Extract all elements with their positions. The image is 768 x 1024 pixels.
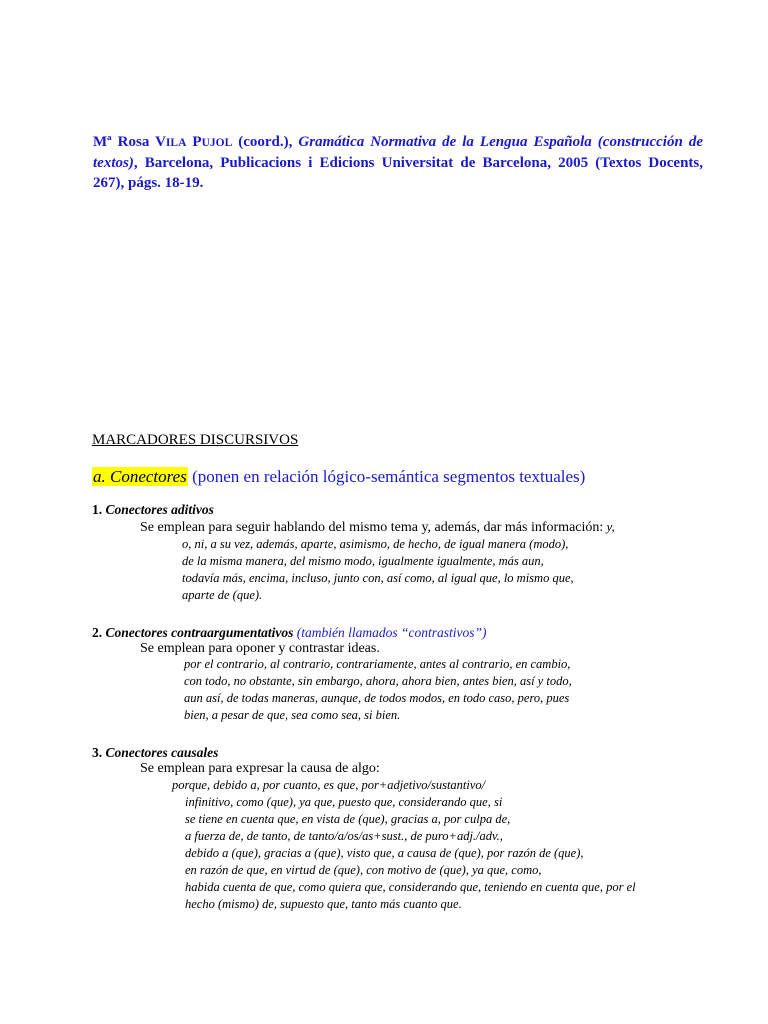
list-line: hecho (mismo) de, supuesto que, tanto más cuanto que.	[185, 897, 462, 911]
section-2-list	[184, 656, 572, 724]
list-line: infinitivo, como (que), ya que, puesto que, considerando que, si	[185, 795, 503, 809]
bibliographic-citation	[93, 132, 703, 193]
section-name: Conectores contraargumentativos	[105, 625, 294, 640]
citation-surname-v: V	[155, 134, 166, 150]
section-name: Conectores causales	[105, 745, 219, 760]
list-line: de la misma manera, del mismo modo, igualmente igualmente, más aun,	[182, 554, 544, 568]
list-line: bien, a pesar de que, sea como sea, si bien.	[184, 708, 401, 722]
section-3-title	[92, 745, 218, 761]
section-3-intro	[140, 761, 380, 777]
section-2-title	[92, 625, 487, 641]
conectores-heading	[92, 467, 585, 487]
section-1-intro	[140, 519, 615, 536]
section-intro-text: Se emplean para oponer y contrastar ideas.	[140, 641, 380, 656]
citation-surname-ujol: UJOL	[201, 137, 233, 149]
citation-book-title: Gramática Normativa de la Lengua Española (construcción de textos)	[93, 134, 703, 171]
conectores-label: a. Conectores	[93, 467, 187, 486]
list-line: aparte de (que).	[182, 588, 263, 602]
list-line: debido a (que), gracias a (que), visto que, a causa de (que), por razón de (que),	[185, 846, 584, 860]
list-line: en razón de que, en virtud de (que), con motivo de (que), ya que, como,	[185, 863, 542, 877]
citation-coord: (coord.),	[232, 134, 299, 150]
section-number: 3.	[92, 745, 103, 760]
list-line: aun así, de todas maneras, aunque, de todos modos, en todo caso, pero, pues	[184, 691, 570, 705]
conectores-description: (ponen en relación lógico-semántica segmentos textuales)	[187, 467, 586, 486]
section-intro-text: Se emplean para seguir hablando del mismo tema y, además, dar más información:	[140, 520, 604, 535]
section-number: 1.	[92, 502, 103, 517]
section-number: 2.	[92, 625, 103, 640]
list-line: a fuerza de, de tanto, de tanto/a/os/as+sust., de puro+adj./adv.,	[185, 829, 503, 843]
section-3-list	[172, 777, 636, 913]
citation-surname-p: P	[186, 134, 202, 150]
section-1-list	[182, 536, 574, 604]
section-heading: MARCADORES DISCURSIVOS	[92, 432, 299, 448]
list-line: se tiene en cuenta que, en vista de (que), gracias a, por culpa de,	[185, 812, 511, 826]
citation-publication-info: , Barcelona, Publicacions i Edicions Universitat de Barcelona, 2005 (Textos Docents, 267), págs. 18-19.	[93, 155, 703, 191]
section-intro-text: Se emplean para expresar la causa de algo:	[140, 761, 380, 776]
section-extra: (también llamados “contrastivos”)	[293, 625, 487, 640]
list-line: por el contrario, al contrario, contrariamente, antes al contrario, en cambio,	[184, 657, 571, 671]
section-intro-tail: y,	[603, 519, 615, 534]
list-line: con todo, no obstante, sin embargo, ahora, ahora bien, antes bien, así y todo,	[184, 674, 572, 688]
section-1-title	[92, 502, 214, 518]
list-line: o, ni, a su vez, además, aparte, asimismo, de hecho, de igual manera (modo),	[182, 537, 569, 551]
list-line: todavía más, encima, incluso, junto con, así como, al igual que, lo mismo que,	[182, 571, 574, 585]
section-2-intro	[140, 641, 380, 657]
citation-surname-ila: ILA	[165, 137, 187, 149]
section-name: Conectores aditivos	[105, 502, 214, 517]
list-line: habida cuenta de que, como quiera que, considerando que, teniendo en cuenta que, por el	[185, 880, 636, 894]
citation-author-first: Mª Rosa	[93, 134, 156, 150]
list-line: porque, debido a, por cuanto, es que, por+adjetivo/sustantivo/	[172, 778, 486, 792]
